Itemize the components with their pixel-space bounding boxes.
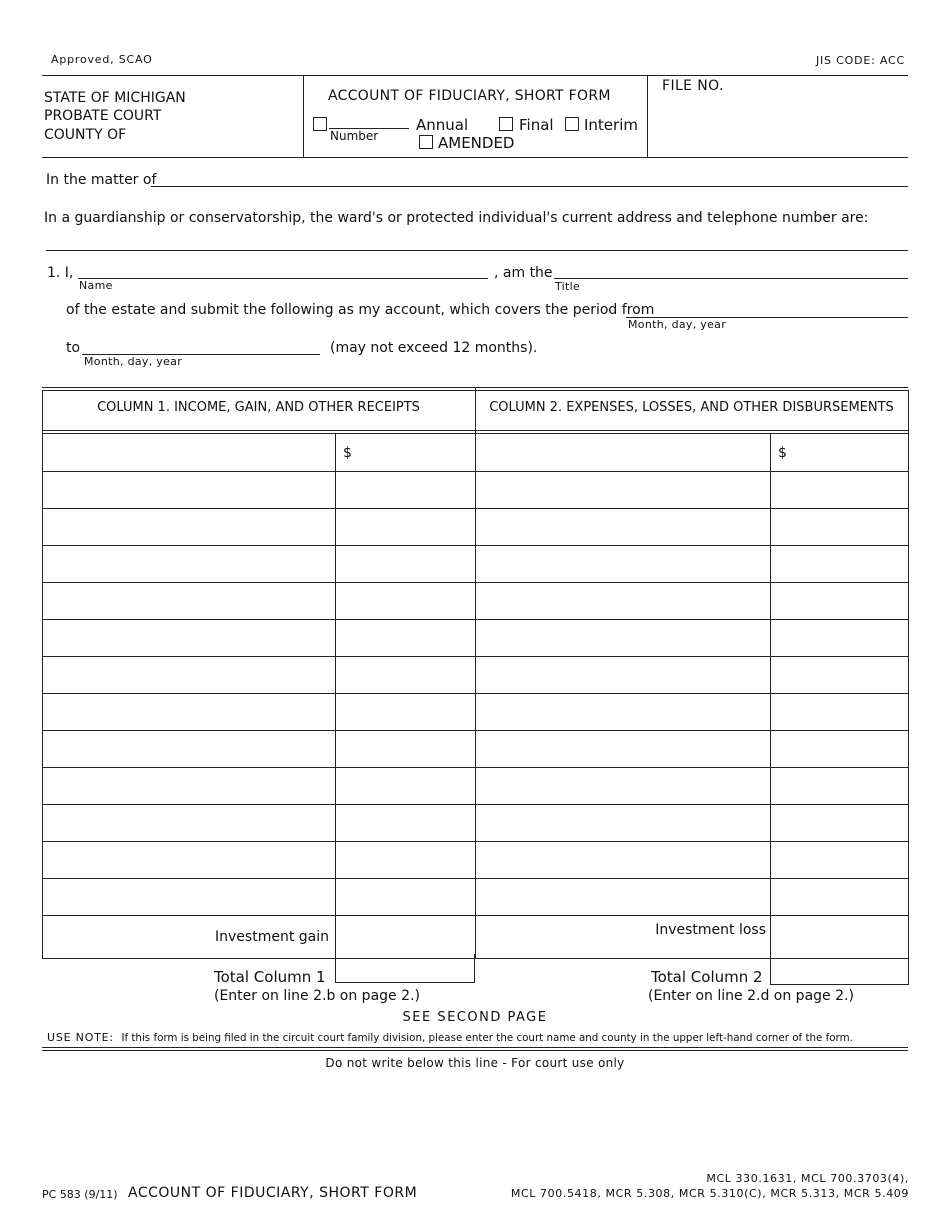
table-row: [43, 842, 909, 879]
expense-amount-cell[interactable]: [771, 657, 909, 694]
income-amount-cell[interactable]: [336, 879, 476, 916]
to-label: to: [66, 340, 81, 356]
income-description-cell[interactable]: [43, 546, 336, 583]
expense-description-cell[interactable]: [476, 805, 771, 842]
expense-amount-cell[interactable]: [771, 694, 909, 731]
column2-header: COLUMN 2. EXPENSES, LOSSES, AND OTHER DISBURSEMENTS: [489, 400, 894, 415]
expense-description-cell[interactable]: [476, 583, 771, 620]
expense-description-cell[interactable]: [476, 472, 771, 509]
investment-loss-amount[interactable]: [771, 916, 909, 959]
total-column1-label: Total Column 1: [214, 968, 326, 986]
income-amount-cell[interactable]: [336, 694, 476, 731]
income-description-cell[interactable]: [43, 620, 336, 657]
interim-label: Interim: [584, 116, 638, 134]
expense-amount-cell[interactable]: [771, 805, 909, 842]
form-title: ACCOUNT OF FIDUCIARY, SHORT FORM: [328, 88, 611, 104]
income-amount-cell[interactable]: [336, 583, 476, 620]
expense-description-cell[interactable]: [476, 657, 771, 694]
approved-label: Approved, SCAO: [51, 53, 153, 66]
amended-checkbox[interactable]: [419, 135, 433, 149]
investment-loss-label: Investment loss: [655, 922, 766, 938]
income-amount-cell[interactable]: [336, 472, 476, 509]
matter-label: In the matter of: [46, 172, 157, 188]
table-row: [43, 583, 909, 620]
table-row: [43, 879, 909, 916]
total-column2-label: Total Column 2: [651, 968, 763, 986]
file-no-label: FILE NO.: [662, 78, 724, 94]
expense-description-cell[interactable]: [476, 768, 771, 805]
income-amount-cell[interactable]: [336, 731, 476, 768]
expense-amount-cell[interactable]: [771, 731, 909, 768]
income-amount-cell[interactable]: [336, 805, 476, 842]
am-the-label: , am the: [494, 265, 553, 281]
table-row: [43, 620, 909, 657]
expense-amount-cell[interactable]: [771, 472, 909, 509]
expense-amount-cell[interactable]: [771, 509, 909, 546]
expense-amount-cell[interactable]: [771, 583, 909, 620]
income-description-cell[interactable]: [43, 805, 336, 842]
income-amount-cell[interactable]: [336, 434, 476, 472]
use-note-label: USE NOTE:: [47, 1031, 114, 1044]
period-text: of the estate and submit the following as my account, which covers the period from: [66, 302, 655, 318]
header-bottom-rule: [42, 157, 908, 158]
income-description-cell[interactable]: [43, 657, 336, 694]
income-description-cell[interactable]: [43, 434, 336, 472]
income-amount-cell[interactable]: [336, 509, 476, 546]
name-label: Name: [79, 279, 113, 292]
income-description-cell[interactable]: [43, 879, 336, 916]
citations-line2: MCL 700.5418, MCR 5.308, MCR 5.310(C), MCR 5.313, MCR 5.409: [510, 1187, 909, 1200]
use-note: [47, 1031, 853, 1044]
total-column2-note: (Enter on line 2.d on page 2.): [648, 988, 854, 1004]
expense-amount-cell[interactable]: [771, 879, 909, 916]
income-description-cell[interactable]: [43, 583, 336, 620]
jis-code-label: JIS CODE: ACC: [815, 54, 905, 67]
table-row: [43, 731, 909, 768]
account-table: [42, 433, 909, 959]
investment-gain-label-cell: [43, 916, 336, 959]
name-input-line[interactable]: [78, 278, 488, 279]
expense-amount-cell[interactable]: [771, 768, 909, 805]
court-name: PROBATE COURT: [44, 108, 162, 124]
table-row: [43, 768, 909, 805]
table-row: [43, 694, 909, 731]
income-description-cell[interactable]: [43, 768, 336, 805]
matter-input-line[interactable]: [151, 186, 908, 187]
number-checkbox[interactable]: [313, 117, 327, 131]
table-row: [43, 657, 909, 694]
court-use-rule: [42, 1047, 908, 1048]
income-amount-cell[interactable]: [336, 768, 476, 805]
table-header-right-edge: [908, 390, 909, 433]
total-column1-note: (Enter on line 2.b on page 2.): [214, 988, 420, 1004]
from-date-label: Month, day, year: [628, 318, 727, 331]
form-number: PC 583 (9/11): [42, 1188, 118, 1201]
investment-loss-label-cell: [476, 916, 771, 959]
table-row: [43, 805, 909, 842]
dollar-sign: $: [778, 444, 787, 461]
income-description-cell[interactable]: [43, 509, 336, 546]
amended-label: AMENDED: [438, 134, 515, 152]
expense-description-cell[interactable]: [476, 546, 771, 583]
address-input-line[interactable]: [46, 250, 908, 251]
citations-line1: MCL 330.1631, MCL 700.3703(4),: [706, 1172, 909, 1185]
final-checkbox[interactable]: [499, 117, 513, 131]
column1-header: COLUMN 1. INCOME, GAIN, AND OTHER RECEIPTS: [97, 400, 420, 415]
number-label: Number: [330, 129, 379, 143]
income-description-cell[interactable]: [43, 694, 336, 731]
income-description-cell[interactable]: [43, 731, 336, 768]
header-divider-1: [303, 75, 304, 157]
interim-checkbox[interactable]: [565, 117, 579, 131]
item1-prefix: 1. I,: [47, 265, 74, 281]
income-amount-cell[interactable]: [336, 842, 476, 879]
footer-form-title: ACCOUNT OF FIDUCIARY, SHORT FORM: [128, 1185, 418, 1201]
table-row: [43, 472, 909, 509]
income-amount-cell[interactable]: [336, 620, 476, 657]
income-amount-cell[interactable]: [336, 657, 476, 694]
dollar-sign: $: [343, 444, 352, 461]
title-input-line[interactable]: [554, 278, 908, 279]
court-state: STATE OF MICHIGAN: [44, 90, 186, 106]
investment-gain-label: Investment gain: [215, 929, 329, 945]
expense-amount-cell[interactable]: [771, 434, 909, 472]
annual-label: Annual: [416, 116, 469, 134]
expense-amount-cell[interactable]: [771, 842, 909, 879]
final-label: Final: [519, 116, 554, 134]
header-divider-2: [647, 75, 648, 157]
header-top-rule: [42, 75, 908, 76]
investment-row: [43, 916, 909, 959]
max-period-note: (may not exceed 12 months).: [330, 340, 538, 356]
table-row: [43, 546, 909, 583]
to-date-label: Month, day, year: [84, 355, 183, 368]
expense-amount-cell[interactable]: [771, 620, 909, 657]
expense-description-cell[interactable]: [476, 434, 771, 472]
income-description-cell[interactable]: [43, 842, 336, 879]
table-row: [43, 509, 909, 546]
use-note-text: If this form is being filed in the circuit court family division, please enter the court name and county in the upper left-hand corner of the form.: [121, 1032, 853, 1044]
income-description-cell[interactable]: [43, 472, 336, 509]
court-use-only: Do not write below this line - For court use only: [325, 1056, 625, 1070]
table-row: [43, 434, 909, 472]
expense-description-cell[interactable]: [476, 620, 771, 657]
court-use-rule-2: [42, 1050, 908, 1051]
investment-gain-amount[interactable]: [336, 916, 476, 959]
expense-amount-cell[interactable]: [771, 546, 909, 583]
expense-description-cell[interactable]: [476, 842, 771, 879]
expense-description-cell[interactable]: [476, 731, 771, 768]
see-second-page: SEE SECOND PAGE: [402, 1010, 548, 1025]
title-label: Title: [555, 280, 581, 293]
income-amount-cell[interactable]: [336, 546, 476, 583]
expense-description-cell[interactable]: [476, 879, 771, 916]
expense-description-cell[interactable]: [476, 694, 771, 731]
expense-description-cell[interactable]: [476, 509, 771, 546]
court-county-label: COUNTY OF: [44, 127, 127, 143]
total-column2-box[interactable]: [770, 954, 909, 985]
guardianship-text: In a guardianship or conservatorship, the ward's or protected individual's current address and telephone number are:: [44, 210, 869, 226]
total-column1-box[interactable]: [335, 954, 475, 983]
